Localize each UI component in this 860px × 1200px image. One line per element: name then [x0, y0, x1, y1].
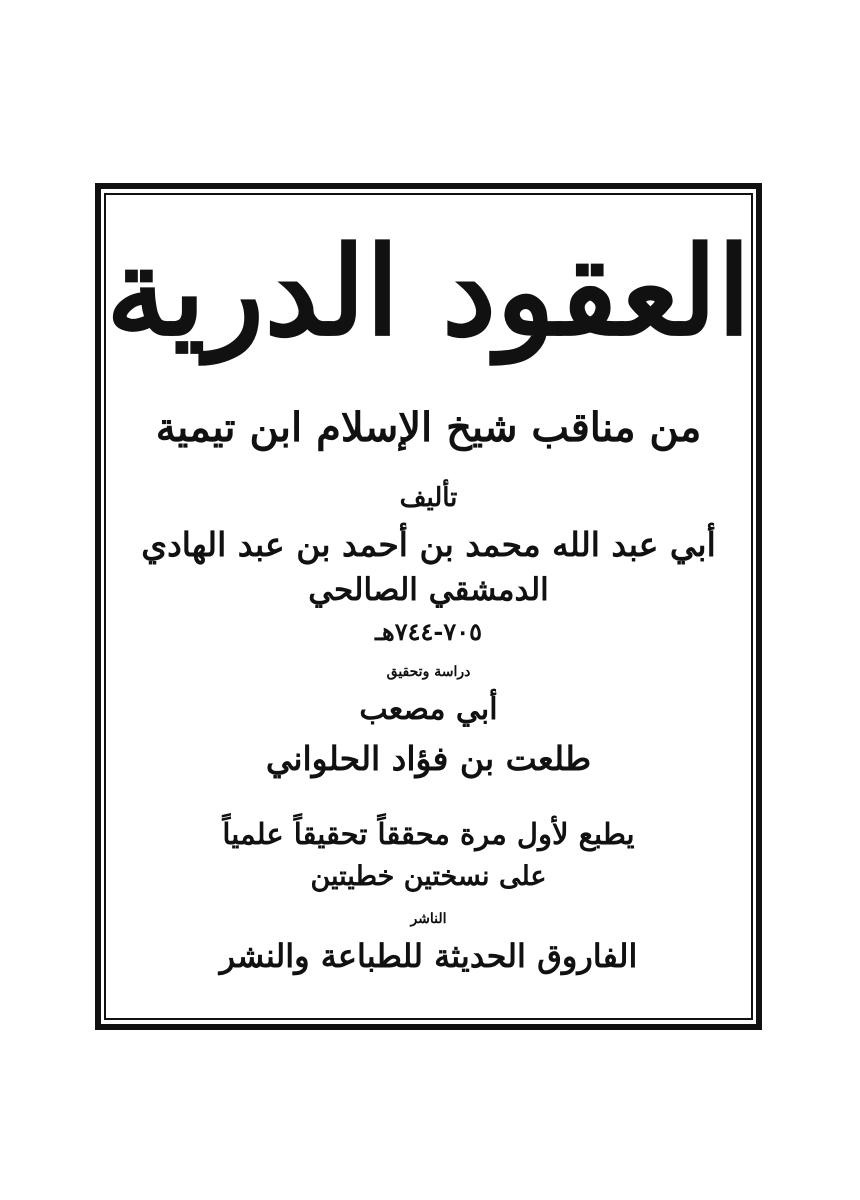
author-dates: ٧٠٥-٧٤٤هـ [375, 617, 482, 646]
title-page [106, 195, 751, 1018]
edition-note-line2: على نسختين خطيتين [310, 861, 547, 892]
study-label: دراسة وتحقيق [386, 664, 471, 680]
authored-by-label: تأليف [399, 483, 458, 513]
author-nisba: الدمشقي الصالحي [308, 572, 549, 608]
book-title: العقود الدرية [106, 219, 751, 363]
author-name: أبي عبد الله محمد بن أحمد بن عبد الهادي [141, 525, 716, 564]
editor-kunya: أبي مصعب [359, 692, 498, 727]
publisher-label: الناشر [410, 911, 447, 927]
edition-note-line1: يطبع لأول مرة محققاً تحقيقاً علمياً [222, 817, 635, 851]
publisher-name: الفاروق الحديثة للطباعة والنشر [219, 937, 638, 975]
book-subtitle: من مناقب شيخ الإسلام ابن تيمية [155, 404, 702, 451]
editor-name: طلعت بن فؤاد الحلواني [265, 739, 592, 778]
